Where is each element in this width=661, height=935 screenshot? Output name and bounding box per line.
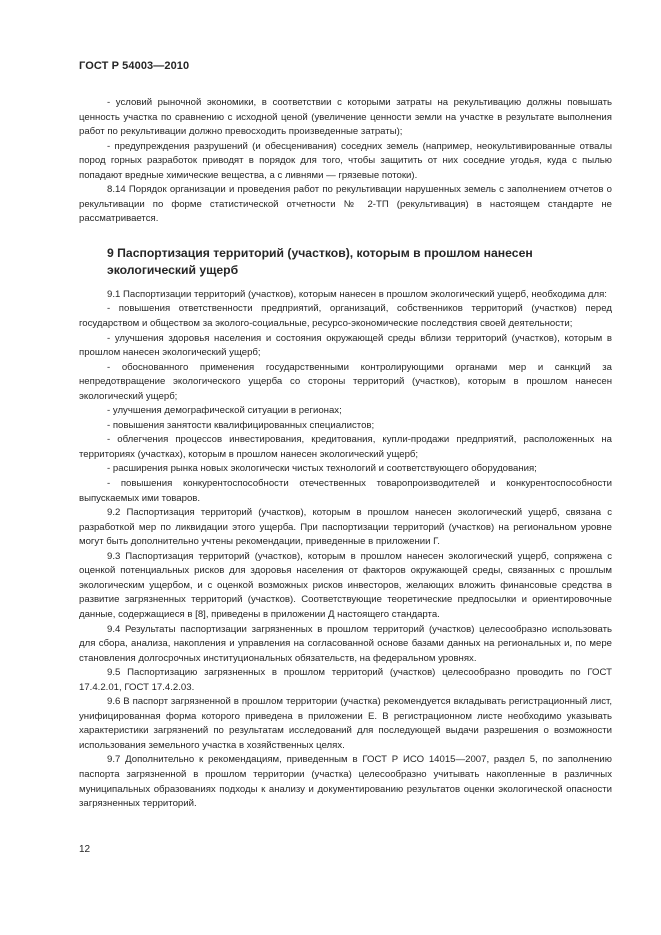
- list-item-investment: - облегчения процессов инвестирования, кредитования, купли-продажи предприятий, расположенных на территориях (участках), которым в прошлом нанесен экологический ущерб;: [79, 434, 612, 460]
- page-body: [79, 96, 612, 812]
- list-item-sanctions: - обоснованного применения государственными контролирующими органами мер и санкций за непредотвращение экологического ущерба со стороны территорий (участков), которым в прошлом нанесен экологический ущерб;: [79, 361, 612, 402]
- page-number: 12: [79, 844, 91, 855]
- list-item-competitiveness: - повышения конкурентоспособности отечественных товаропроизводителей и конкурентоспособности выпускаемых ими товаров.: [79, 478, 612, 504]
- list-item-health: - улучшения здоровья населения и состояния окружающей среды вблизи территорий (участков), которым в прошлом нанесен экологический ущерб;: [79, 332, 612, 359]
- paragraph-9-3: 9.3 Паспортизация территорий (участков), которым в прошлом нанесен экологический ущерб, сопряжена с оценкой потенциальных рисков для здоровья населения от факторов окружающей среды, связанных с прошлым экологическим ущербом, и с оценкой возможных рисков инвесторов, желающих вложить финансовые средства в развитие загрязненных территорий (участков). Соответствующие теоретические предпосылки и ориентировочные данные, содержащиеся в [8], приведены в приложении Д настоящего стандарта.: [79, 550, 612, 620]
- section-9-title: 9 Паспортизация территорий (участков), которым в прошлом нанесен экологический ущерб: [107, 245, 533, 277]
- paragraph-9-6: 9.6 В паспорт загрязненной в прошлом территории (участка) рекомендуется вкладывать регистрационный лист, унифицированная форма которого приведена в приложении Е. В регистрационном листе необходимо указывать характеристики загрязнений по результатам исследований для последующей выдачи разрешения о возможности использования земельного участка в хозяйственных целях.: [79, 696, 612, 751]
- list-item-demography: - улучшения демографической ситуации в регионах;: [107, 405, 342, 417]
- list-item-responsibility: - повышения ответственности предприятий, организаций, собственников территорий (участков) перед государством и обществом за эколого-социальные, ресурсо-экономические последствия своей деятельности;: [79, 303, 612, 330]
- section-9-heading-wrap: [79, 245, 612, 279]
- paragraph-9-5: 9.5 Паспортизацию загрязненных в прошлом территорий (участков) целесообразно проводить по ГОСТ 17.4.2.01, ГОСТ 17.4.2.03.: [79, 667, 612, 693]
- paragraph-9-7: 9.7 Дополнительно к рекомендациям, приведенным в ГОСТ Р ИСО 14015—2007, раздел 5, по заполнению паспорта загрязненной в прошлом территории (участка) целесообразно учитывать накопленные в различных муниципальных образованиях подходы к анализу и документированию результатов оценки экологической опасности загрязненных территорий.: [79, 754, 612, 810]
- paragraph-9-4: 9.4 Результаты паспортизации загрязненных в прошлом территорий (участков) целесообразно использовать для сбора, анализа, накопления и управления на согласованной основе базами данных на региональных и, по мере становления долгосрочных институциональных обязательств, на федеральном уровнях.: [79, 623, 612, 664]
- paragraph-8-14: 8.14 Порядок организации и проведения работ по рекультивации нарушенных земель с заполнением отчетов о рекультивации по форме статистической отчетности № 2-ТП (рекультивация) в настоящем стандарте не рассматривается.: [79, 184, 612, 225]
- list-item-employment: - повышения занятости квалифицированных специалистов;: [107, 419, 375, 431]
- paragraph-damage-prevention: - предупреждения разрушений (и обесценивания) соседних земель (например, неокультивированные отвалы пород горных разработок приводят в порядок для того, чтобы защитить от них соседние угодья, куда с пылью попадают вредные химические вещества, а с ливнями — грязевые потоки).: [79, 140, 612, 181]
- document-header: ГОСТ Р 54003—2010: [79, 60, 190, 72]
- list-item-technologies: - расширения рынка новых экологически чистых технологий и соответствующего оборудования;: [107, 463, 537, 475]
- paragraph-9-2: 9.2 Паспортизация территорий (участков), которым в прошлом нанесен экологический ущерб, связана с разработкой мер по ликвидации этого ущерба. При паспортизации территорий (участков) на региональном уровне могут быть дополнительно учтены рекомендации, приведенные в приложении Г.: [79, 507, 612, 548]
- paragraph-9-1: 9.1 Паспортизации территорий (участков), которым нанесен в прошлом экологический ущерб, необходима для:: [107, 288, 607, 300]
- paragraph-market-conditions: - условий рыночной экономики, в соответствии с которыми затраты на рекультивацию должны повышать ценность участка по сравнению с исходной ценой (увеличение ценности земли на участке в результате выполнения работ по рекультивации должно превосходить произведенные затраты);: [79, 97, 612, 138]
